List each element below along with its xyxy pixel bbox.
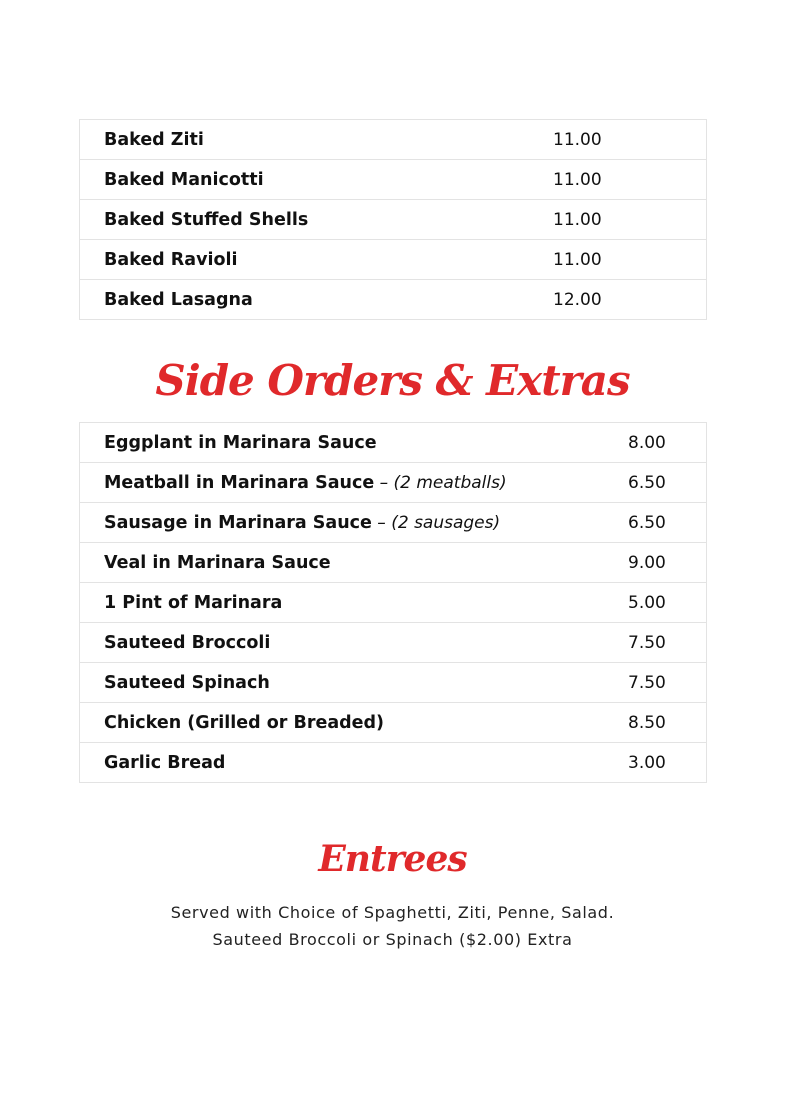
item-price: 11.00 — [553, 129, 602, 150]
item-name-text: Garlic Bread — [104, 752, 226, 773]
item-name: Baked Stuffed Shells — [104, 209, 309, 230]
item-name-text: Meatball in Marinara Sauce — [104, 472, 375, 493]
item-price: 6.50 — [628, 472, 666, 493]
item-price: 6.50 — [628, 512, 666, 533]
item-name — [104, 433, 377, 453]
menu-row — [80, 662, 706, 702]
item-price: 7.50 — [628, 632, 666, 653]
menu-row — [80, 423, 706, 462]
menu-row — [80, 279, 706, 319]
menu-row — [80, 239, 706, 279]
menu-row — [80, 120, 706, 159]
item-price: 11.00 — [553, 209, 602, 230]
item-name — [104, 753, 225, 773]
item-price: 9.00 — [628, 552, 666, 573]
item-name-text: Eggplant in Marinara Sauce — [104, 432, 377, 453]
item-name — [104, 473, 507, 493]
item-name-text: 1 Pint of Marinara — [104, 592, 283, 613]
baked-dishes-table — [79, 119, 707, 320]
menu-row — [80, 502, 706, 542]
entrees-note-line-1: Served with Choice of Spaghetti, Ziti, Penne, Salad. — [170, 903, 615, 922]
item-name: Baked Ravioli — [104, 249, 238, 270]
section-heading-entrees: Entrees — [318, 838, 467, 880]
item-name: Baked Manicotti — [104, 169, 264, 190]
item-name: Baked Lasagna — [104, 289, 253, 310]
item-price: 3.00 — [628, 752, 666, 773]
item-name — [104, 713, 384, 733]
menu-row — [80, 582, 706, 622]
item-price: 5.00 — [628, 592, 666, 613]
menu-row — [80, 702, 706, 742]
menu-row — [80, 542, 706, 582]
item-name — [104, 553, 331, 573]
item-note: – (2 sausages) — [371, 512, 501, 533]
menu-row — [80, 462, 706, 502]
side-orders-table — [79, 422, 707, 783]
menu-row — [80, 622, 706, 662]
item-price: 8.00 — [628, 432, 666, 453]
entrees-note-line-2: Sauteed Broccoli or Spinach ($2.00) Extra — [212, 930, 573, 949]
item-name: Baked Ziti — [104, 129, 204, 150]
item-name-text: Sauteed Broccoli — [104, 632, 271, 653]
item-name-text: Sausage in Marinara Sauce — [104, 512, 372, 533]
item-name-text: Sauteed Spinach — [104, 672, 270, 693]
item-name — [104, 633, 270, 653]
item-name-text: Veal in Marinara Sauce — [104, 552, 331, 573]
menu-row — [80, 742, 706, 782]
item-price: 11.00 — [553, 249, 602, 270]
item-price: 12.00 — [553, 289, 602, 310]
item-note: – (2 meatballs) — [374, 472, 507, 493]
item-name — [104, 673, 270, 693]
item-name-text: Chicken (Grilled or Breaded) — [104, 712, 385, 733]
item-name — [104, 593, 282, 613]
item-name — [104, 513, 500, 533]
menu-row — [80, 199, 706, 239]
item-price: 11.00 — [553, 169, 602, 190]
item-price: 8.50 — [628, 712, 666, 733]
menu-row — [80, 159, 706, 199]
item-price: 7.50 — [628, 672, 666, 693]
section-heading-side-orders: Side Orders & Extras — [155, 356, 630, 405]
